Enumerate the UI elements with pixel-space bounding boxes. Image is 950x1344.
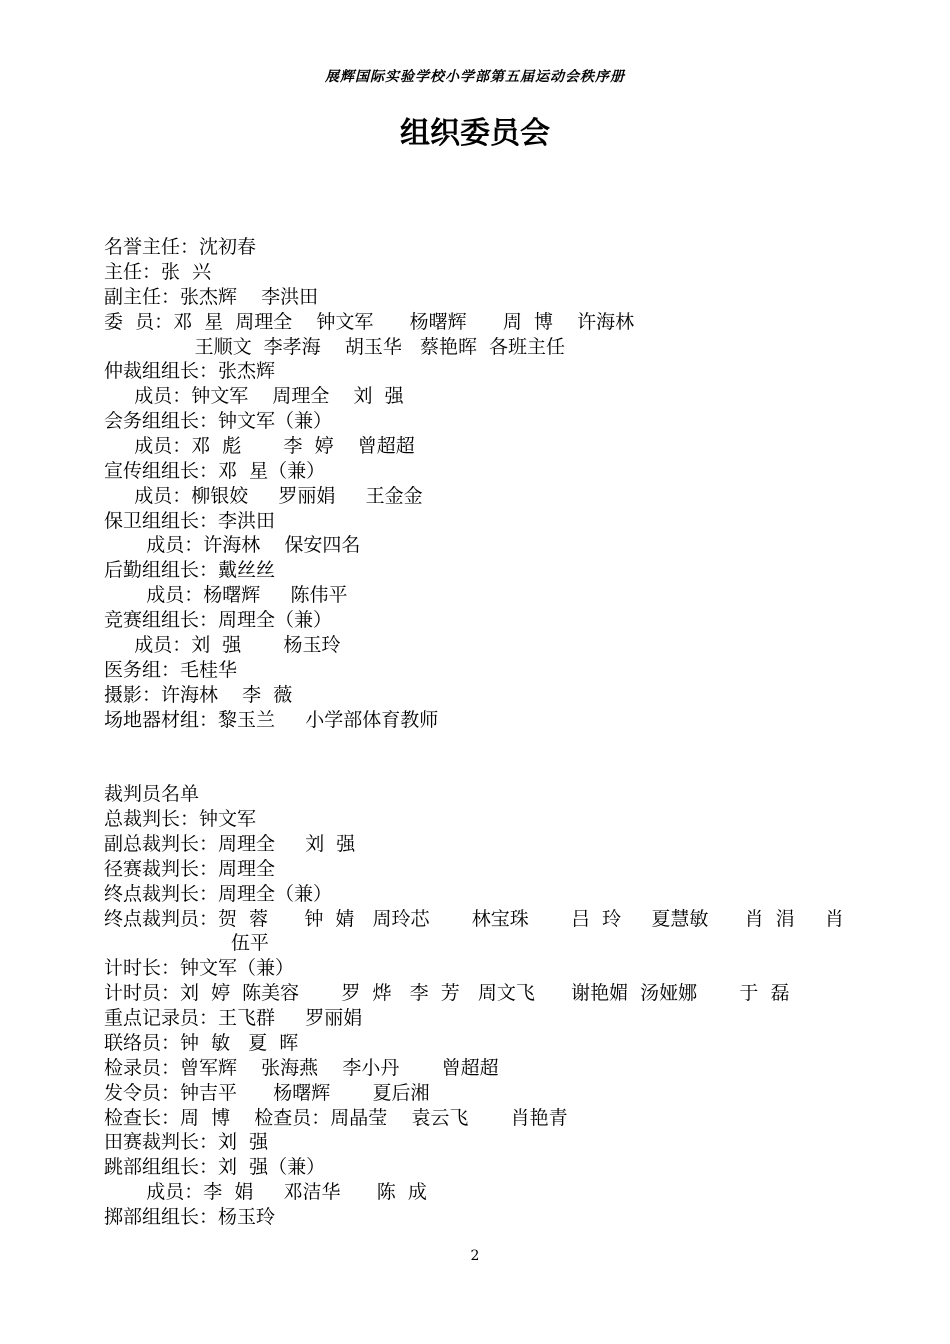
list-line: 联络员：钟 敏 夏 晖 bbox=[104, 1032, 299, 1054]
list-line: 成员：邓 彪 李 婷 曾超超 bbox=[104, 435, 415, 457]
section-heading: 裁判员名单 bbox=[104, 783, 200, 805]
list-line: 后勤组组长：戴丝丝 bbox=[104, 559, 276, 581]
list-line: 副总裁判长：周理全 刘 强 bbox=[104, 833, 356, 855]
list-line: 跳部组组长：刘 强（兼） bbox=[104, 1156, 326, 1178]
list-line: 发令员：钟吉平 杨曙辉 夏后湘 bbox=[104, 1082, 430, 1104]
list-line: 成员：许海林 保安四名 bbox=[104, 534, 361, 556]
list-line: 成员：钟文军 周理全 刘 强 bbox=[104, 385, 404, 407]
list-line: 终点裁判员：贺 蓉 钟 婧 周玲芯 林宝珠 吕 玲 夏慧敏 肖 涓 肖 bbox=[104, 908, 844, 930]
list-line: 竞赛组组长：周理全（兼） bbox=[104, 609, 333, 631]
list-line: 总裁判长：钟文军 bbox=[104, 808, 257, 830]
list-line: 重点记录员：王飞群 罗丽娟 bbox=[104, 1007, 363, 1029]
list-line: 主任：张 兴 bbox=[104, 261, 212, 283]
list-line: 宣传组组长：邓 星（兼） bbox=[104, 460, 326, 482]
list-line: 会务组组长：钟文军（兼） bbox=[104, 410, 333, 432]
list-line: 径赛裁判长：周理全 bbox=[104, 858, 276, 880]
list-line: 田赛裁判长：刘 强 bbox=[104, 1131, 269, 1153]
list-line: 检查长：周 博 检查员：周晶莹 袁云飞 肖艳青 bbox=[104, 1107, 568, 1129]
page-number: 2 bbox=[470, 1248, 480, 1264]
list-line: 委 员：邓 星 周理全 钟文军 杨曙辉 周 博 许海林 bbox=[104, 311, 635, 333]
list-line: 检录员：曾军辉 张海燕 李小丹 曾超超 bbox=[104, 1057, 499, 1079]
list-line: 成员：刘 强 杨玉玲 bbox=[104, 634, 341, 656]
list-line: 摄影：许海林 李 薇 bbox=[104, 684, 293, 706]
list-line: 场地器材组：黎玉兰 小学部体育教师 bbox=[104, 709, 439, 731]
list-line: 保卫组组长：李洪田 bbox=[104, 510, 276, 532]
list-line: 计时长：钟文军（兼） bbox=[104, 957, 295, 979]
list-line: 仲裁组组长：张杰辉 bbox=[104, 360, 276, 382]
list-line: 王顺文 李孝海 胡玉华 蔡艳晖 各班主任 bbox=[104, 336, 566, 358]
list-line: 成员：杨曙辉 陈伟平 bbox=[104, 584, 348, 606]
list-line: 掷部组组长：杨玉玲 bbox=[104, 1206, 276, 1228]
running-header: 展辉国际实验学校小学部第五届运动会秩序册 bbox=[325, 69, 625, 85]
list-line: 医务组：毛桂华 bbox=[104, 659, 238, 681]
page-title: 组织委员会 bbox=[400, 116, 550, 151]
list-line: 伍平 bbox=[104, 932, 269, 954]
list-line: 副主任：张杰辉 李洪田 bbox=[104, 286, 319, 308]
list-line: 成员：柳银姣 罗丽娟 王金金 bbox=[104, 485, 423, 507]
list-line: 终点裁判长：周理全（兼） bbox=[104, 883, 333, 905]
list-line: 成员：李 娟 邓洁华 陈 成 bbox=[104, 1181, 427, 1203]
list-line: 计时员：刘 婷 陈美容 罗 烨 李 芳 周文飞 谢艳媚 汤娅娜 于 磊 bbox=[104, 982, 790, 1004]
list-line: 名誉主任：沈初春 bbox=[104, 236, 257, 258]
